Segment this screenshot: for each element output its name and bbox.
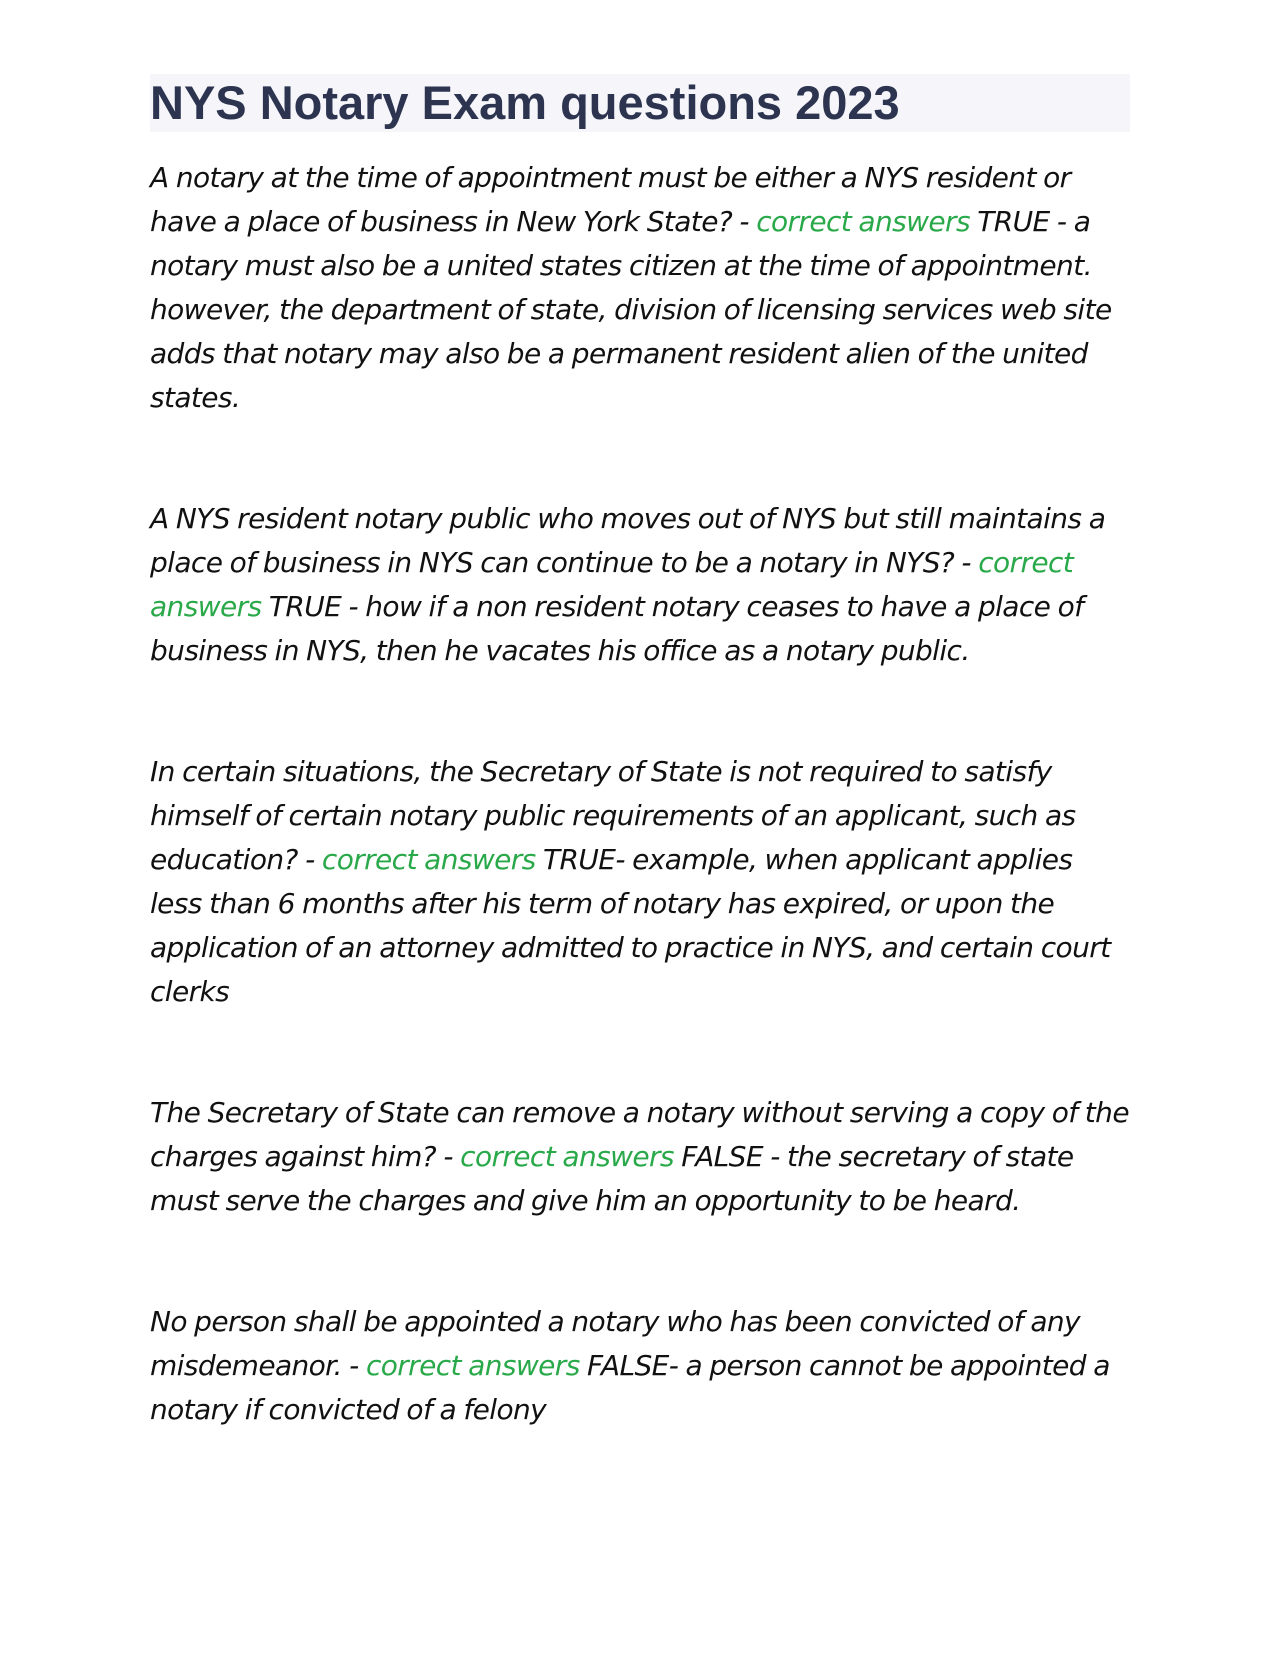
- answer-text: FALSE- a person cannot be appointed a notary if convicted of a felony: [150, 1349, 1110, 1426]
- question-text: A notary at the time of appointment must be either a NYS resident or have a place of business in New York State? -: [150, 161, 1071, 238]
- correct-answers-tag: correct answers: [460, 1140, 674, 1173]
- answer-text: FALSE - the secretary of state must serve the charges and give him an opportunity to be heard.: [150, 1140, 1074, 1217]
- correct-answers-tag: correct answers: [756, 205, 970, 238]
- answer-text: TRUE - a notary must also be a united states citizen at the time of appointment. however, the department of state, division of licensing services web site adds that notary may also be a permanent resident alien of the united states.: [150, 205, 1112, 414]
- question-text: In certain situations, the Secretary of State is not required to satisfy himself of certain notary public requirements of an applicant, such as education? -: [150, 755, 1076, 876]
- qa-list: [150, 156, 1130, 1432]
- question-text: No person shall be appointed a notary who has been convicted of any misdemeanor. -: [150, 1305, 1081, 1382]
- question-text: The Secretary of State can remove a notary without serving a copy of the charges against him? -: [150, 1096, 1129, 1173]
- qa-item: [150, 156, 1130, 420]
- correct-answers-tag: correct answers: [365, 1349, 580, 1382]
- correct-answers-tag: correct answers: [321, 843, 536, 876]
- answer-text: TRUE- example, when applicant applies less than 6 months after his term of notary has expired, or upon the application of an attorney admitted to practice in NYS, and certain court clerks: [150, 843, 1111, 1008]
- page-title: NYS Notary Exam questions 2023: [150, 76, 900, 129]
- title-bar: [150, 74, 1130, 132]
- question-text: A NYS resident notary public who moves out of NYS but still maintains a place of business in NYS can continue to be a notary in NYS? -: [150, 502, 1106, 579]
- qa-item: [150, 1300, 1130, 1432]
- document-page: [150, 74, 1130, 1509]
- qa-item: [150, 1091, 1130, 1223]
- answer-text: TRUE - how if a non resident notary ceases to have a place of business in NYS, then he vacates his office as a notary public.: [150, 590, 1084, 667]
- qa-item: [150, 497, 1130, 673]
- qa-item: [150, 750, 1130, 1014]
- correct-answers-tag: correct answers: [150, 546, 1074, 623]
